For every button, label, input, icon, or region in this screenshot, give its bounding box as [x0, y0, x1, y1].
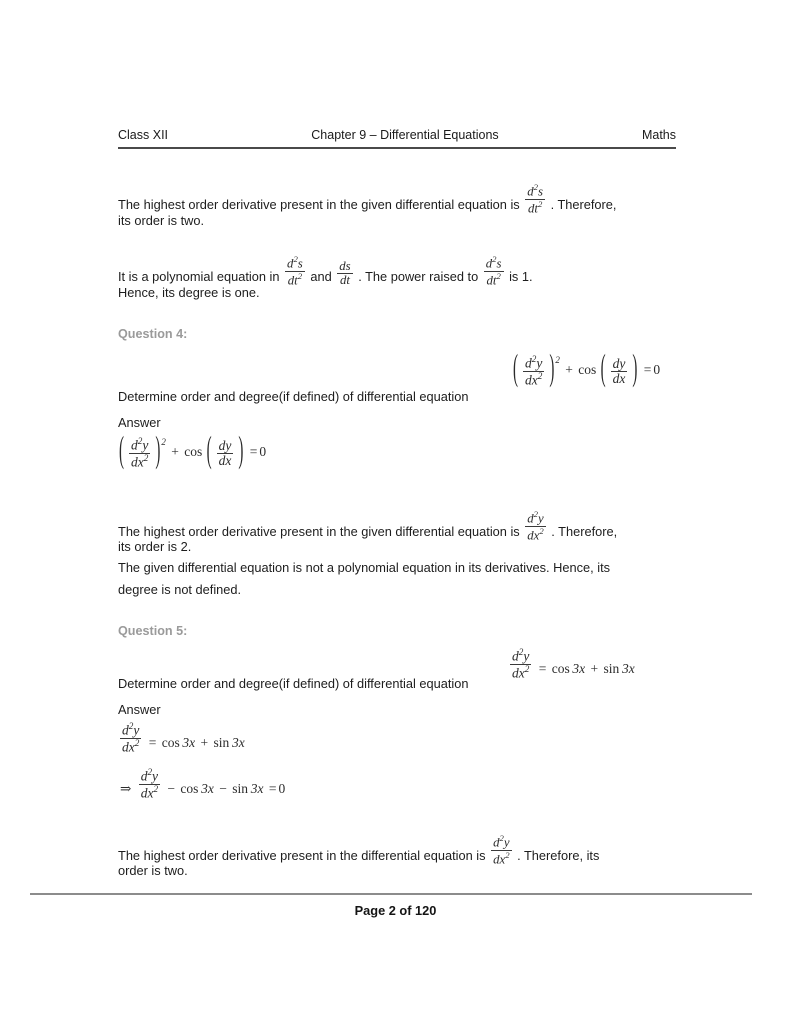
paren-group-dy-dx — [600, 357, 639, 386]
value-zero-display: 0 — [259, 444, 267, 460]
question-4-answer-label: Answer — [118, 415, 161, 430]
operator-plus-q5: + — [590, 660, 599, 676]
term-3x-sin-q5-eq1: 3x — [229, 734, 245, 750]
header-subject-label: Maths — [641, 128, 676, 142]
question-4-prompt: Determine order and degree(if defined) of differential equation — [118, 389, 469, 404]
paragraph-order-value-q3: its order is two. — [118, 213, 205, 228]
fraction-dy-dx: ( $\frac{dy}{dx}$ — [612, 355, 626, 386]
paragraph-text-before: The highest order derivative present in the given differential equation is — [118, 197, 520, 213]
function-cos-q5: cos — [551, 660, 570, 676]
question-4-order-line: its order is 2. — [118, 539, 192, 554]
header-chapter-title: Chapter 9 – Differential Equations — [311, 128, 499, 142]
fraction-d2y-dx2-q5-inline: $\frac{d^2y}{dx^2}$ — [512, 647, 530, 681]
fraction-d2s-dt2: $\frac{d^2s}{dt^2}$ — [527, 182, 543, 215]
fraction-d2y-dx2-q5-eq1: $\frac{d^2y}{dx^2}$ — [122, 721, 140, 755]
function-cos-q5-eq1: cos — [161, 734, 180, 750]
term-3x-sin-q5-eq2: 3x — [248, 780, 264, 796]
question-4-degree-line-1: The given differential equation is not a polynomial equation in its derivatives. Hence, its — [118, 560, 611, 575]
question-5-heading: Question 5: — [118, 624, 188, 638]
operator-plus-q5-eq1: + — [200, 734, 209, 750]
question-5-prompt: Determine order and degree(if defined) of differential equation — [118, 676, 469, 691]
polynomial-text-before: It is a polynomial equation in — [118, 269, 280, 285]
q4-result-text-after: . Therefore, — [551, 524, 618, 540]
paragraph-degree-value-q3: Hence, its degree is one. — [118, 285, 260, 300]
question-5-equation-display-2 — [118, 768, 285, 800]
document-header — [118, 128, 676, 142]
exponent-two-display: 2 — [161, 436, 166, 447]
function-sin-q5-eq2: sin — [232, 780, 248, 796]
paren-group-d2y-dx2 — [512, 355, 555, 387]
question-5-equation-inline — [508, 648, 635, 680]
exponent-two: 2 — [555, 354, 560, 365]
function-cos-q5-eq2: cos — [180, 780, 199, 796]
footer-divider — [30, 893, 752, 895]
question-4-equation-inline — [512, 355, 660, 387]
question-5-equation-display-1 — [118, 722, 245, 754]
polynomial-text-mid: and — [310, 269, 332, 285]
operator-minus-cos-q5-eq2: − — [167, 780, 176, 796]
operator-plus-display: + — [171, 444, 179, 460]
question-5-result-line — [118, 834, 698, 870]
function-sin-q5: sin — [603, 660, 620, 676]
fraction-d2s-dt2-second: $\frac{d^2s}{dt^2}$ — [287, 254, 303, 287]
fraction-dy-dx-display: ( $\frac{dy}{dx}$ — [218, 437, 232, 468]
polynomial-text-after: . The power raised to — [358, 269, 479, 285]
question-4-heading: Question 4: — [118, 327, 188, 341]
fraction-d2y-dx2-result: $\frac{d^2y}{dx^2}$ — [527, 509, 544, 542]
q5-result-text-before: The highest order derivative present in the differential equation is — [118, 848, 486, 864]
function-cos: cos — [578, 362, 597, 378]
header-class-label: Class XII — [118, 128, 169, 142]
q5-result-text-after: . Therefore, its — [517, 848, 600, 864]
term-3x-cos-q5-eq1: 3x — [179, 734, 196, 750]
operator-plus: + — [565, 362, 573, 378]
operator-implies-q5-eq2: ⇒ — [120, 780, 132, 796]
fraction-d2y-dx2-q5-eq2: $\frac{d^2y}{dx^2}$ — [140, 767, 159, 801]
paren-group-d2y-dx2-display — [118, 437, 161, 469]
question-4-result-line — [118, 510, 698, 546]
value-zero-q5-eq2: 0 — [278, 780, 286, 796]
operator-equals-display: = — [249, 444, 258, 460]
operator-minus-sin-q5-eq2: − — [219, 780, 227, 796]
header-divider — [118, 147, 676, 149]
operator-equals: = — [643, 362, 652, 378]
footer-page-number: Page 2 of 120 — [354, 903, 437, 918]
fraction-d2y-dx2-q5-result: $\frac{d^2y}{dx^2}$ — [493, 833, 510, 866]
operator-equals-q5: = — [538, 660, 547, 676]
fraction-ds-dt: $\frac{ds}{dt}$ — [339, 258, 351, 287]
term-3x-cos-q5-eq2: 3x — [198, 780, 214, 796]
polynomial-text-end: is 1. — [509, 269, 533, 285]
term-3x-sin-q5: 3x — [619, 660, 635, 676]
question-5-answer-label: Answer — [118, 702, 161, 717]
paragraph-text-after: . Therefore, — [550, 197, 617, 213]
operator-equals-q5-eq2: = — [268, 780, 277, 796]
fraction-d2s-dt2-third: $\frac{d^2s}{dt^2}$ — [485, 254, 502, 287]
term-3x-cos-q5: 3x — [569, 660, 586, 676]
function-sin-q5-eq1: sin — [213, 734, 230, 750]
fraction-d2y-dx2: ( $\frac{d^2y}{dx^2}$ — [525, 354, 543, 388]
value-zero: 0 — [653, 362, 661, 378]
q4-result-text-before: The highest order derivative present in the given differential equation is — [118, 524, 520, 540]
function-cos-display: cos — [184, 444, 203, 460]
fraction-d2y-dx2-display: ( $\frac{d^2y}{dx^2}$ — [131, 436, 149, 470]
question-4-degree-line-2: degree is not defined. — [118, 582, 242, 597]
operator-equals-q5-eq1: = — [148, 734, 157, 750]
question-5-order-line: order is two. — [118, 863, 188, 878]
question-4-equation-display — [118, 437, 266, 469]
paren-group-dy-dx-display — [206, 439, 245, 468]
